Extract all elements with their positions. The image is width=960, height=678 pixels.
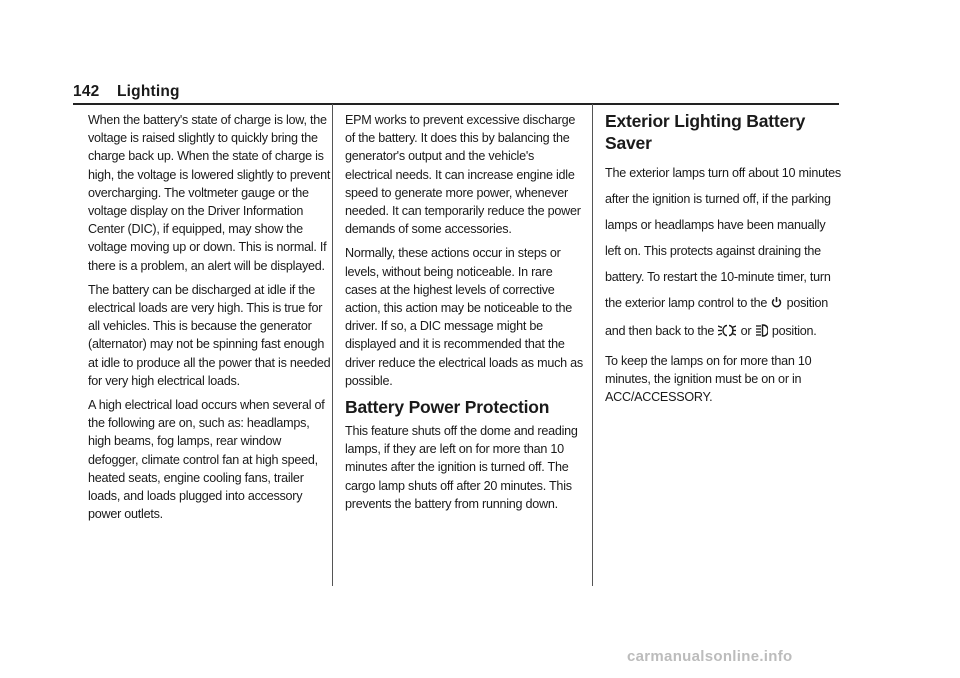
paragraph-keep-lamps-on: To keep the lamps on for more than 10 minutes, the ignition must be on or in ACC/ACCESSORY. bbox=[605, 354, 812, 405]
footer-watermark: carmanualsonline.info bbox=[627, 648, 793, 665]
paragraph-battery-saver bbox=[605, 160, 841, 346]
battery-saver-text-a: The exterior lamps turn off about 10 minutes after the ignition is turned off, if the parking lamps or headlamps have been manually left on. This protects against draining the battery. To restart the 10-minute timer, turn the exterior lamp control to the bbox=[605, 166, 841, 310]
paragraph-levels: Normally, these actions occur in steps or levels, without being noticeable. In rare cases at the highest levels of corrective action, this action may be noticeable to the driver. If so, a DIC message might be displayed and it is recommended that the driver reduce the electrical loads as much as possible. bbox=[345, 246, 583, 388]
column-2 bbox=[345, 111, 583, 519]
paragraph-battery-protection: This feature shuts off the dome and reading lamps, if they are left on for more than 10 minutes after the ignition is turned off. The cargo lamp shuts off after 20 minutes. This prevents the battery from running down. bbox=[345, 424, 578, 511]
power-icon bbox=[771, 292, 782, 318]
headlamp-icon bbox=[756, 320, 768, 346]
heading-battery-power-protection: Battery Power Protection bbox=[345, 397, 550, 418]
paragraph-discharge-idle: The battery can be discharged at idle if the electrical loads are very high. This is true for all vehicles. This is because the generator (alternator) may not be spinning fast enough at idle to produce all the power that is needed for very high electrical loads. bbox=[88, 282, 331, 388]
column-divider-1 bbox=[332, 104, 333, 586]
page-number: 142 bbox=[73, 83, 100, 100]
battery-saver-text-b: position and then back to the bbox=[605, 296, 829, 338]
paragraph-epm: EPM works to prevent excessive discharge of the battery. It does this by balancing the generator's output and the vehicle's electrical needs. It can increase engine idle speed to generate more power, whenever needed. It can temporarily reduce the power demands of some accessories. bbox=[345, 113, 581, 237]
page-header bbox=[73, 83, 839, 103]
battery-saver-text-c: or bbox=[740, 324, 752, 338]
paragraph-battery-charge: When the battery's state of charge is low, the voltage is raised slightly to quickly bring the charge back up. When the state of charge is high, the voltage is lowered slightly to prevent overcharging. The voltmeter gauge or the voltage display on the Driver Information Center (DIC), if equipped, may show the voltage moving up or down. This is normal. If there is a problem, an alert will be displayed. bbox=[88, 113, 331, 273]
column-1 bbox=[88, 111, 331, 529]
paragraph-high-load: A high electrical load occurs when several of the following are on, such as: headlamps, high beams, fog lamps, rear window defogger, climate control fan at high speed, heated seats, engine cooling fans, trailer loads, and loads plugged into accessory power outlets. bbox=[88, 398, 325, 522]
column-divider-2 bbox=[592, 104, 593, 586]
column-3 bbox=[605, 104, 841, 413]
section-title: Lighting bbox=[117, 83, 180, 100]
battery-saver-text-d: position. bbox=[771, 324, 817, 338]
parking-lamp-icon bbox=[718, 320, 736, 346]
heading-exterior-lighting-battery-saver: Exterior Lighting Battery Saver bbox=[605, 111, 806, 153]
